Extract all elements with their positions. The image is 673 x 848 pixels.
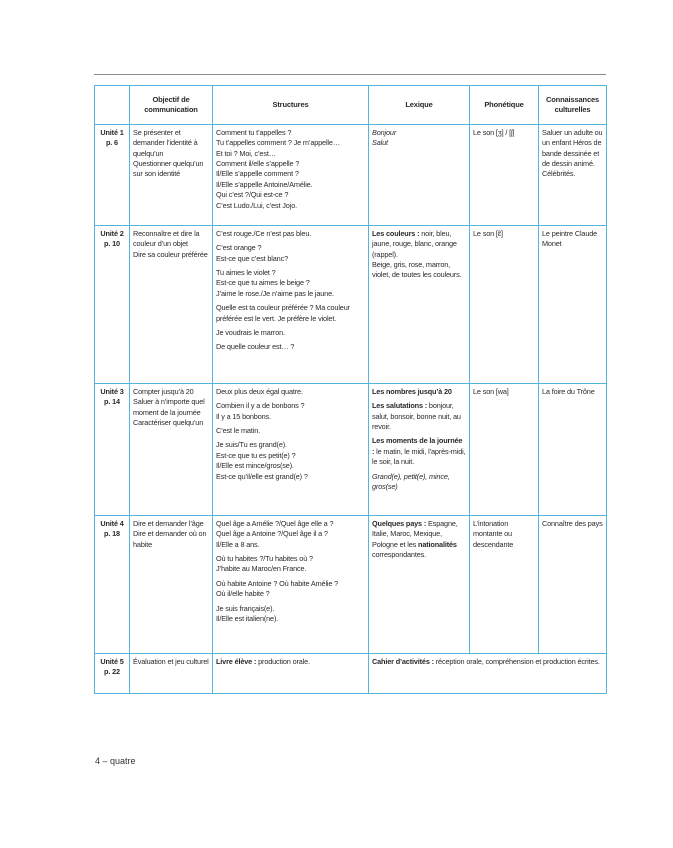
structure-line: Combien il y a de bonbons ?: [216, 401, 305, 411]
structure-line: Il/Elle s’appelle Antoine/Amélie.: [216, 179, 313, 189]
lexique-line: Bonjour: [372, 128, 397, 137]
unit-cell: [95, 226, 130, 384]
header-phonetique: Phonétique: [470, 86, 539, 125]
culture-cell: Connaître des pays: [539, 516, 607, 654]
structure-line: Est-ce que tu es petit(e) ?: [216, 450, 296, 460]
objectif-cell: Évaluation et jeu culturel: [130, 654, 213, 694]
structure-line: Il y a 15 bonbons.: [216, 411, 271, 421]
lexique-line: [372, 401, 466, 432]
lexique-line: [372, 229, 466, 260]
livre-eleve-cell: [213, 654, 369, 694]
objectif-cell: [130, 226, 213, 384]
table-row: [95, 226, 607, 384]
objectif-cell: [130, 516, 213, 654]
structure-line: J’habite au Maroc/en France.: [216, 564, 307, 574]
livre-heading: Livre élève :: [216, 657, 257, 666]
header-structures: Structures: [213, 86, 369, 125]
lexique-heading: Les salutations :: [372, 401, 428, 411]
lexique-text: le matin, le midi, l’après-midi, le soir, la nuit.: [372, 446, 466, 467]
structure-line: Deux plus deux égal quatre.: [216, 387, 303, 396]
structure-line: C’est rouge./Ce n’est pas bleu.: [216, 229, 312, 238]
unit-cell: [95, 654, 130, 694]
objectif-cell: [130, 125, 213, 226]
header-unit: [95, 86, 130, 125]
objectif-line: Compter jusqu’à 20: [133, 387, 194, 396]
structure-line: Est-ce qu’il/elle est grand(e) ?: [216, 471, 308, 481]
lexique-heading: Les nombres jusqu’à 20: [372, 387, 452, 396]
lexique-cell: [369, 384, 470, 516]
structure-line: Est-ce que tu aimes le beige ?: [216, 278, 310, 288]
objectif-line: Dire sa couleur préférée: [133, 249, 208, 259]
phonetique-cell: Le son [ɛ̃]: [470, 226, 539, 384]
page-footer: 4 – quatre: [95, 756, 136, 766]
unit-page: p. 14: [104, 397, 120, 407]
header-row: [95, 86, 607, 125]
structure-line: Qui c’est ?/Qui est-ce ?: [216, 190, 289, 200]
structure-line: Où habite Antoine ? Où habite Amélie ?: [216, 578, 339, 588]
lexique-text: noir, bleu, jaune, rouge, blanc, orange (rappel).: [372, 229, 457, 259]
lexique-text: correspondantes.: [372, 550, 426, 560]
structure-line: Tu t’appelles comment ? Je m’appelle…: [216, 138, 340, 148]
cahier-heading: Cahier d’activités :: [372, 657, 434, 666]
unit-cell: [95, 516, 130, 654]
structures-cell: [213, 516, 369, 654]
lexique-heading: Les moments de la journée :: [372, 436, 463, 456]
structure-line: Quel âge a Antoine ?/Quel âge il a ?: [216, 529, 328, 539]
lexique-line: [372, 436, 466, 467]
table-row: [95, 654, 607, 694]
unit-name: Unité 3: [100, 387, 124, 396]
unit-cell: [95, 125, 130, 226]
structure-line: Il/Elle est mince/gros(se).: [216, 461, 294, 471]
phonetique-cell: Le son [wa]: [470, 384, 539, 516]
objectif-line: Dire et demander l’âge: [133, 519, 204, 528]
cahier-text: réception orale, compréhension et production écrites.: [435, 657, 600, 666]
structure-line: C’est orange ?: [216, 243, 262, 253]
unit-name: Unité 1: [100, 128, 124, 137]
structure-line: Il/Elle a 8 ans.: [216, 539, 260, 549]
phonetique-cell: Le son [ʒ] / [ʃ]: [470, 125, 539, 226]
unit-cell: [95, 384, 130, 516]
lexique-heading: Les couleurs :: [372, 229, 420, 238]
unit-name: Unité 2: [100, 229, 124, 238]
lexique-line: Grand(e), petit(e), mince, gros(se): [372, 471, 450, 491]
cahier-activites-cell: [369, 654, 607, 694]
objectif-line: Se présenter et demander l’identité à quelqu’un: [133, 128, 198, 158]
structure-line: Et toi ? Moi, c’est…: [216, 148, 276, 158]
top-rule: [94, 74, 606, 75]
phonetique-cell: L’intonation montante ou descendante: [470, 516, 539, 654]
objectif-cell: [130, 384, 213, 516]
structure-line: Est-ce que c’est blanc?: [216, 253, 288, 263]
lexique-cell: [369, 516, 470, 654]
unit-name: Unité 4: [100, 519, 124, 528]
lexique-cell: [369, 226, 470, 384]
program-table: [94, 85, 607, 694]
objectif-line: Dire et demander où on habite: [133, 529, 207, 549]
header-culture: Connaissances culturelles: [539, 86, 607, 125]
structure-line: De quelle couleur est… ?: [216, 342, 295, 352]
structure-line: Je suis français(e).: [216, 603, 275, 613]
structures-cell: [213, 125, 369, 226]
structure-line: Il/Elle s’appelle comment ?: [216, 169, 299, 179]
objectif-line: Reconnaître et dire la couleur d’un objet: [133, 229, 200, 249]
lexique-text: bonjour, salut, bonsoir, bonne nuit, au revoir.: [372, 401, 461, 432]
lexique-text: Espagne, Italie, Maroc, Mexique, Pologne et les: [372, 519, 458, 549]
header-lexique: Lexique: [369, 86, 470, 125]
structure-line: Comment il/elle s’appelle ?: [216, 159, 300, 169]
header-objectif: Objectif de communication: [130, 86, 213, 125]
unit-page: p. 22: [104, 667, 120, 677]
table-row: [95, 516, 607, 654]
lexique-line: Salut: [372, 138, 388, 148]
unit-page: p. 18: [104, 529, 120, 539]
structure-line: Je voudrais le marron.: [216, 327, 285, 337]
structure-line: J’aime le rose./Je n’aime pas le jaune.: [216, 288, 334, 298]
structure-line: Quel âge a Amélie ?/Quel âge elle a ?: [216, 519, 334, 528]
structure-line: C’est le matin.: [216, 426, 260, 436]
culture-cell: La foire du Trône: [539, 384, 607, 516]
structures-cell: [213, 226, 369, 384]
unit-page: p. 6: [106, 138, 118, 148]
objectif-line: Caractériser quelqu’un: [133, 418, 204, 428]
structure-line: C’est Ludo./Lui, c’est Jojo.: [216, 200, 297, 210]
culture-cell: Le peintre Claude Monet: [539, 226, 607, 384]
table-row: [95, 125, 607, 226]
structure-line: Je suis/Tu es grand(e).: [216, 440, 287, 450]
structures-cell: [213, 384, 369, 516]
unit-page: p. 10: [104, 239, 120, 249]
table-row: [95, 384, 607, 516]
unit-name: Unité 5: [100, 657, 124, 666]
structure-line: Où tu habites ?/Tu habites où ?: [216, 554, 313, 564]
lexique-heading: Quelques pays :: [372, 519, 427, 528]
lexique-line: Beige, gris, rose, marron, violet, de toutes les couleurs.: [372, 260, 462, 280]
objectif-line: Saluer à n’importe quel moment de la journée: [133, 397, 205, 417]
culture-cell: Saluer un adulte ou un enfant Héros de bande dessinée et de dessin animé. Célébrités.: [539, 125, 607, 226]
structure-line: Quelle est ta couleur préférée ? Ma couleur préférée est le vert. Je préfère le violet.: [216, 303, 350, 323]
lexique-heading: nationalités: [418, 539, 457, 549]
lexique-cell: [369, 125, 470, 226]
structure-line: Tu aimes le violet ?: [216, 268, 276, 278]
structure-line: Comment tu t’appelles ?: [216, 128, 292, 137]
livre-text: production orale.: [258, 657, 310, 666]
structure-line: Où il/elle habite ?: [216, 589, 270, 599]
objectif-line: Questionner quelqu’un sur son identité: [133, 159, 204, 179]
structure-line: Il/Elle est italien(ne).: [216, 613, 279, 623]
